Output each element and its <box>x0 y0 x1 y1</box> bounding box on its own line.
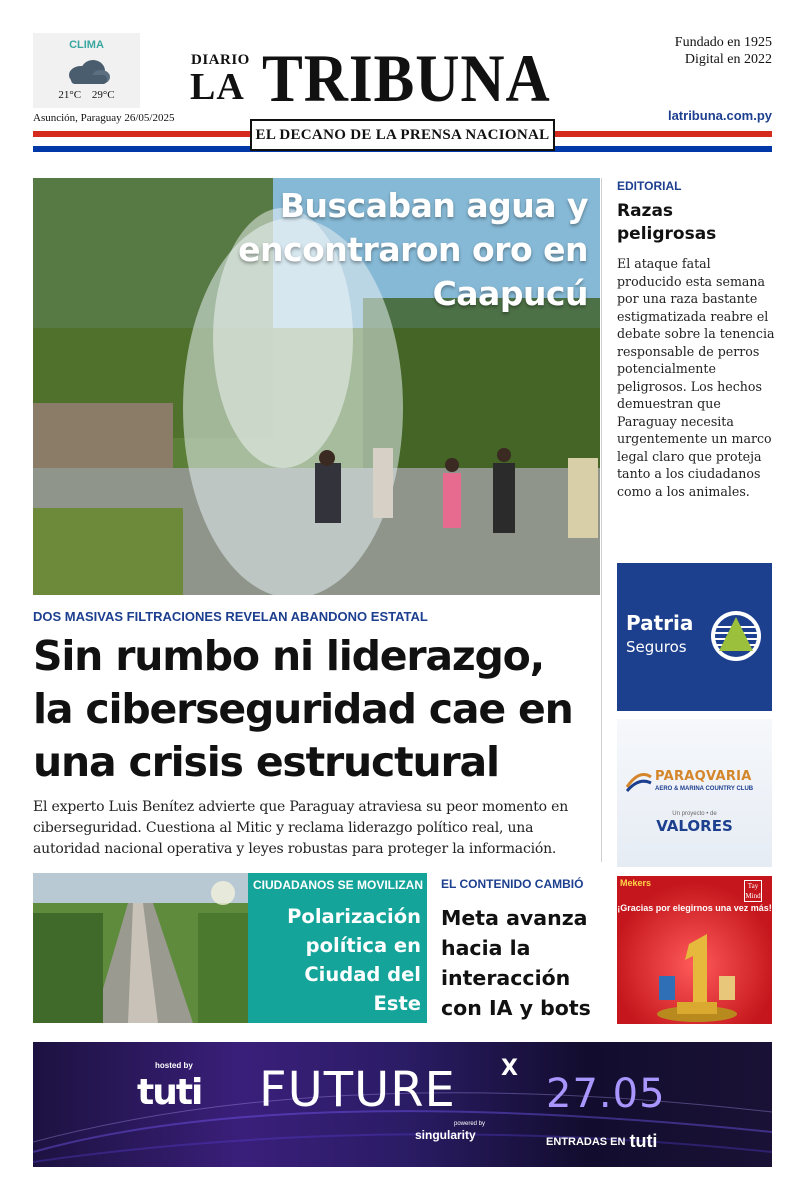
weather-temps <box>33 89 140 101</box>
weather-label: CLIMA <box>69 39 104 51</box>
ciudad-headline[interactable]: Polarización política en Ciudad del Este <box>287 905 421 1015</box>
founded-year: Fundado en 1925 <box>674 35 772 50</box>
banner-hosted-by: hosted by <box>155 1061 193 1070</box>
banner-event-mark: X <box>501 1056 518 1081</box>
column-divider <box>601 178 602 862</box>
website-link[interactable]: latribuna.com.py <box>667 108 772 123</box>
ad-patria-seguros[interactable] <box>617 563 772 711</box>
trophy-number-one-icon <box>647 924 747 1024</box>
banner-tickets-label: ENTRADAS EN <box>546 1136 626 1148</box>
banner-host: tuti <box>137 1072 202 1113</box>
hero-headline[interactable]: Buscaban agua y encontraron oro en Caapucú <box>238 186 588 313</box>
paraqvaria-project: Un proyecto • de <box>672 811 717 817</box>
ty-text: ¡Gracias por elegirnos una vez más! <box>617 903 772 913</box>
banner-event: FUTURE <box>259 1062 456 1118</box>
ad-thank-you[interactable] <box>617 876 772 1024</box>
story-ciudad-del-este[interactable] <box>33 873 427 1023</box>
cloud-icon <box>65 57 111 85</box>
banner-tickets-brand: tuti <box>629 1131 658 1151</box>
paraqvaria-logo-icon <box>624 767 654 797</box>
valores-brand: VALORES <box>656 817 733 835</box>
ty-logo: Tay Mind <box>745 882 761 900</box>
tagline: EL DECANO DE LA PRENSA NACIONAL <box>250 119 555 151</box>
banner-tickets <box>546 1131 657 1152</box>
ciudad-kicker: CIUDADANOS SE MOVILIZAN <box>253 878 424 892</box>
banner-date: 27.05 <box>546 1071 666 1117</box>
digital-year: Digital en 2022 <box>684 52 772 67</box>
main-story-kicker: DOS MASIVAS FILTRACIONES REVELAN ABANDONO ESTATAL <box>33 609 428 624</box>
main-story-lede: El experto Luis Benítez advierte que Paraguay atraviesa su peor momento en ciberseguridad. Cuestiona al Mitic y reclama liderazgo político real, una autoridad nacional operativa y leyes robustas para proteger la información. <box>33 799 569 857</box>
temp-max: 29°C <box>91 89 115 101</box>
meta-headline[interactable]: Meta avanza hacia la interacción con IA y bots <box>441 906 591 1020</box>
ad-paraqvaria[interactable] <box>617 719 772 867</box>
masthead-la: LA <box>190 66 245 108</box>
editorial-body: El ataque fatal producido esta semana por una raza bastante estigmatizada reabre el debate sobre la tenencia responsable de perros potencialmente peligrosos. Los hechos demuestran que Paraguay necesita urgentemente un marco legal claro que proteja tanto a los ciudadanos como a los animales. <box>617 256 775 499</box>
edition-date: Asunción, Paraguay 26/05/2025 <box>33 112 175 124</box>
masthead-diario: DIARIO <box>191 52 250 68</box>
weather-widget <box>33 33 140 108</box>
paraqvaria-sub: AERO & MARINA COUNTRY CLUB <box>655 786 754 792</box>
ad-future-banner[interactable] <box>33 1042 772 1167</box>
patria-sub: Seguros <box>626 638 687 656</box>
patria-name: Patria <box>626 611 694 635</box>
founded-info <box>675 34 772 68</box>
meta-kicker: EL CONTENIDO CAMBIÓ <box>441 877 584 891</box>
hero-story[interactable] <box>33 178 600 595</box>
banner-sponsor: singularity <box>415 1128 476 1142</box>
ty-brand: Mekers <box>620 878 652 888</box>
editorial-title[interactable]: Razas peligrosas <box>617 201 717 244</box>
main-story-headline[interactable]: Sin rumbo ni liderazgo, la ciberseguridad cae en una crisis estructural <box>33 632 573 786</box>
masthead-logo[interactable]: TRIBUNA <box>262 40 551 116</box>
patria-logo-icon <box>709 609 763 663</box>
banner-powered-by: powered by <box>454 1121 486 1127</box>
paraqvaria-name: PARAQVARIA <box>655 769 752 784</box>
editorial-label: EDITORIAL <box>617 179 682 193</box>
temp-min: 21°C <box>58 89 82 101</box>
ciudad-photo <box>33 873 248 1023</box>
